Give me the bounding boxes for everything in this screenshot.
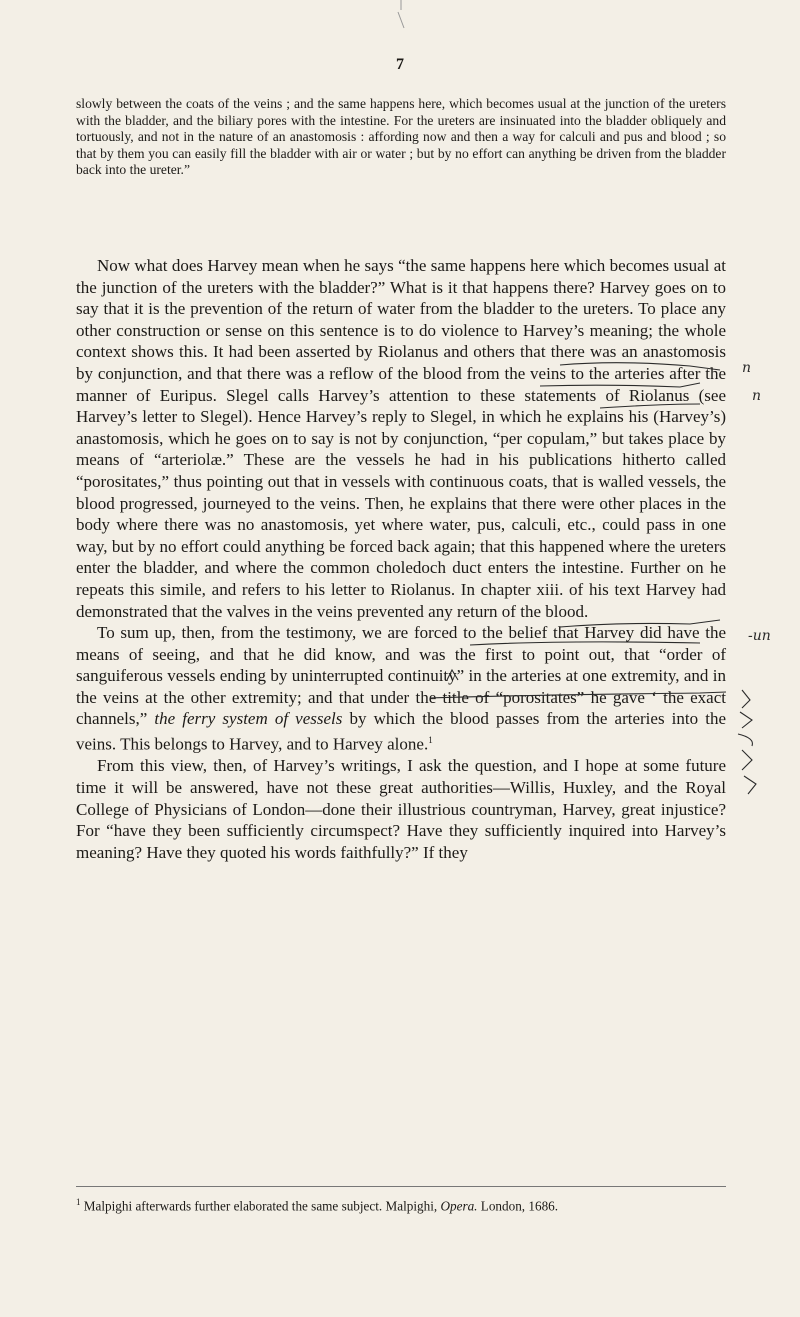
margin-note-1: n [742, 360, 752, 376]
body-text [76, 255, 726, 863]
page-number: 7 [396, 56, 404, 73]
paragraph-2-italic: the ferry system of vessels [154, 709, 343, 729]
footnote-text: Malpighi afterwards further elaborated the same subject. Malpighi, [83, 1198, 438, 1214]
paragraph-3: From this view, then, of Harvey’s writings, I ask the question, and I hope at some future time it will be answered, have not these great authorities—Willis, Huxley, and the Royal College of Physicians of London—done their illustrious countryman, Harvey, great injustice? For “have they been sufficiently circumspect? Have they sufficiently inquired into Harvey’s meaning? Have they quoted his words faithfully?” If they [76, 756, 726, 862]
paragraph-2-tail: by which the blood passes from the arteries into the veins. This belongs to Harvey, and to Harvey alone. [76, 709, 726, 754]
margin-bracket-3 [738, 734, 752, 746]
paragraph-2 [76, 622, 726, 755]
margin-bracket-4 [742, 750, 752, 770]
footnote-ref: 1 [428, 735, 433, 746]
block-quote: slowly between the coats of the veins ; and the same happens here, which becomes usual at the junction of the ureters with the bladder, and the biliary pores with the intestine. For the ureters are insinuated into the bladder obliquely and tortuously, and not in the nature of an anastomosis : affording now and then a way for calculi and pus and blood ; so that by them you can easily fill the bladder with air or water ; but by no effort can anything be driven from the bladder back into the ureter.” [76, 96, 726, 178]
margin-note-2: n [752, 388, 762, 404]
margin-bracket-5 [744, 776, 756, 794]
paragraph-1: Now what does Harvey mean when he says “the same happens here which becomes usual at the junction of the ureters with the bladder?” What is it that happens there? Harvey goes on to say that it is the prevention of the return of water from the bladder to the ureters. To place any other construction or sense on this sentence is to do violence to Harvey’s meaning; the whole context shows this. It had been asserted by Riolanus and others that there was an anastomosis by conjunction, and that there was a reflow of the blood from the veins to the arteries after the manner of Euripus. Slegel calls Harvey’s attention to these statements of Riolanus (see Harvey’s letter to Slegel). Hence Harvey’s reply to Slegel, in which he explains his (Harvey’s) anastomosis, which he goes on to say is not by conjunction, “per copulam,” but takes place by means of “arteriolæ.” These are the vessels he had in his publications hitherto called “porositates,” thus pointing out that in vessels with continuous coats, that is walled vessels, the blood progressed, journeyed to the veins. Then, he explains that there were other places in the body where there was no anastomosis, yet where water, pus, calculi, etc., could pass in one way, but by no effort could anything be forced back again; that this happened where the ureters enter the bladder, and where the common choledoch duct enters the intestine. Further on he repeats this simile, and refers to his letter to Riolanus. In chapter xiii. of his text Harvey had demonstrated that the valves in the veins prevented any return of the blood. [76, 256, 726, 621]
footnote-tail: London, 1686. [480, 1198, 559, 1214]
footnote-divider [76, 1186, 726, 1187]
paragraph-2-text: To sum up, then, from the testimony, we are forced to the belief that Harvey did have the means of seeing, and that he did know, and was the first to point out, that “order of sanguiferous vessels ending by uninterrupted continuity” in the arteries at one extremity, and in the veins at the other extremity; and that under the title of “porositates” he gave ‘ the exact channels,” [76, 623, 726, 729]
footnote-italic: Opera. [440, 1198, 478, 1214]
footnote [76, 1194, 726, 1215]
margin-note-3: -un [748, 628, 771, 644]
binding-mark-icon [396, 0, 406, 30]
margin-bracket-1 [742, 690, 750, 708]
margin-bracket-2 [740, 712, 752, 728]
footnote-mark: 1 [76, 1197, 81, 1207]
